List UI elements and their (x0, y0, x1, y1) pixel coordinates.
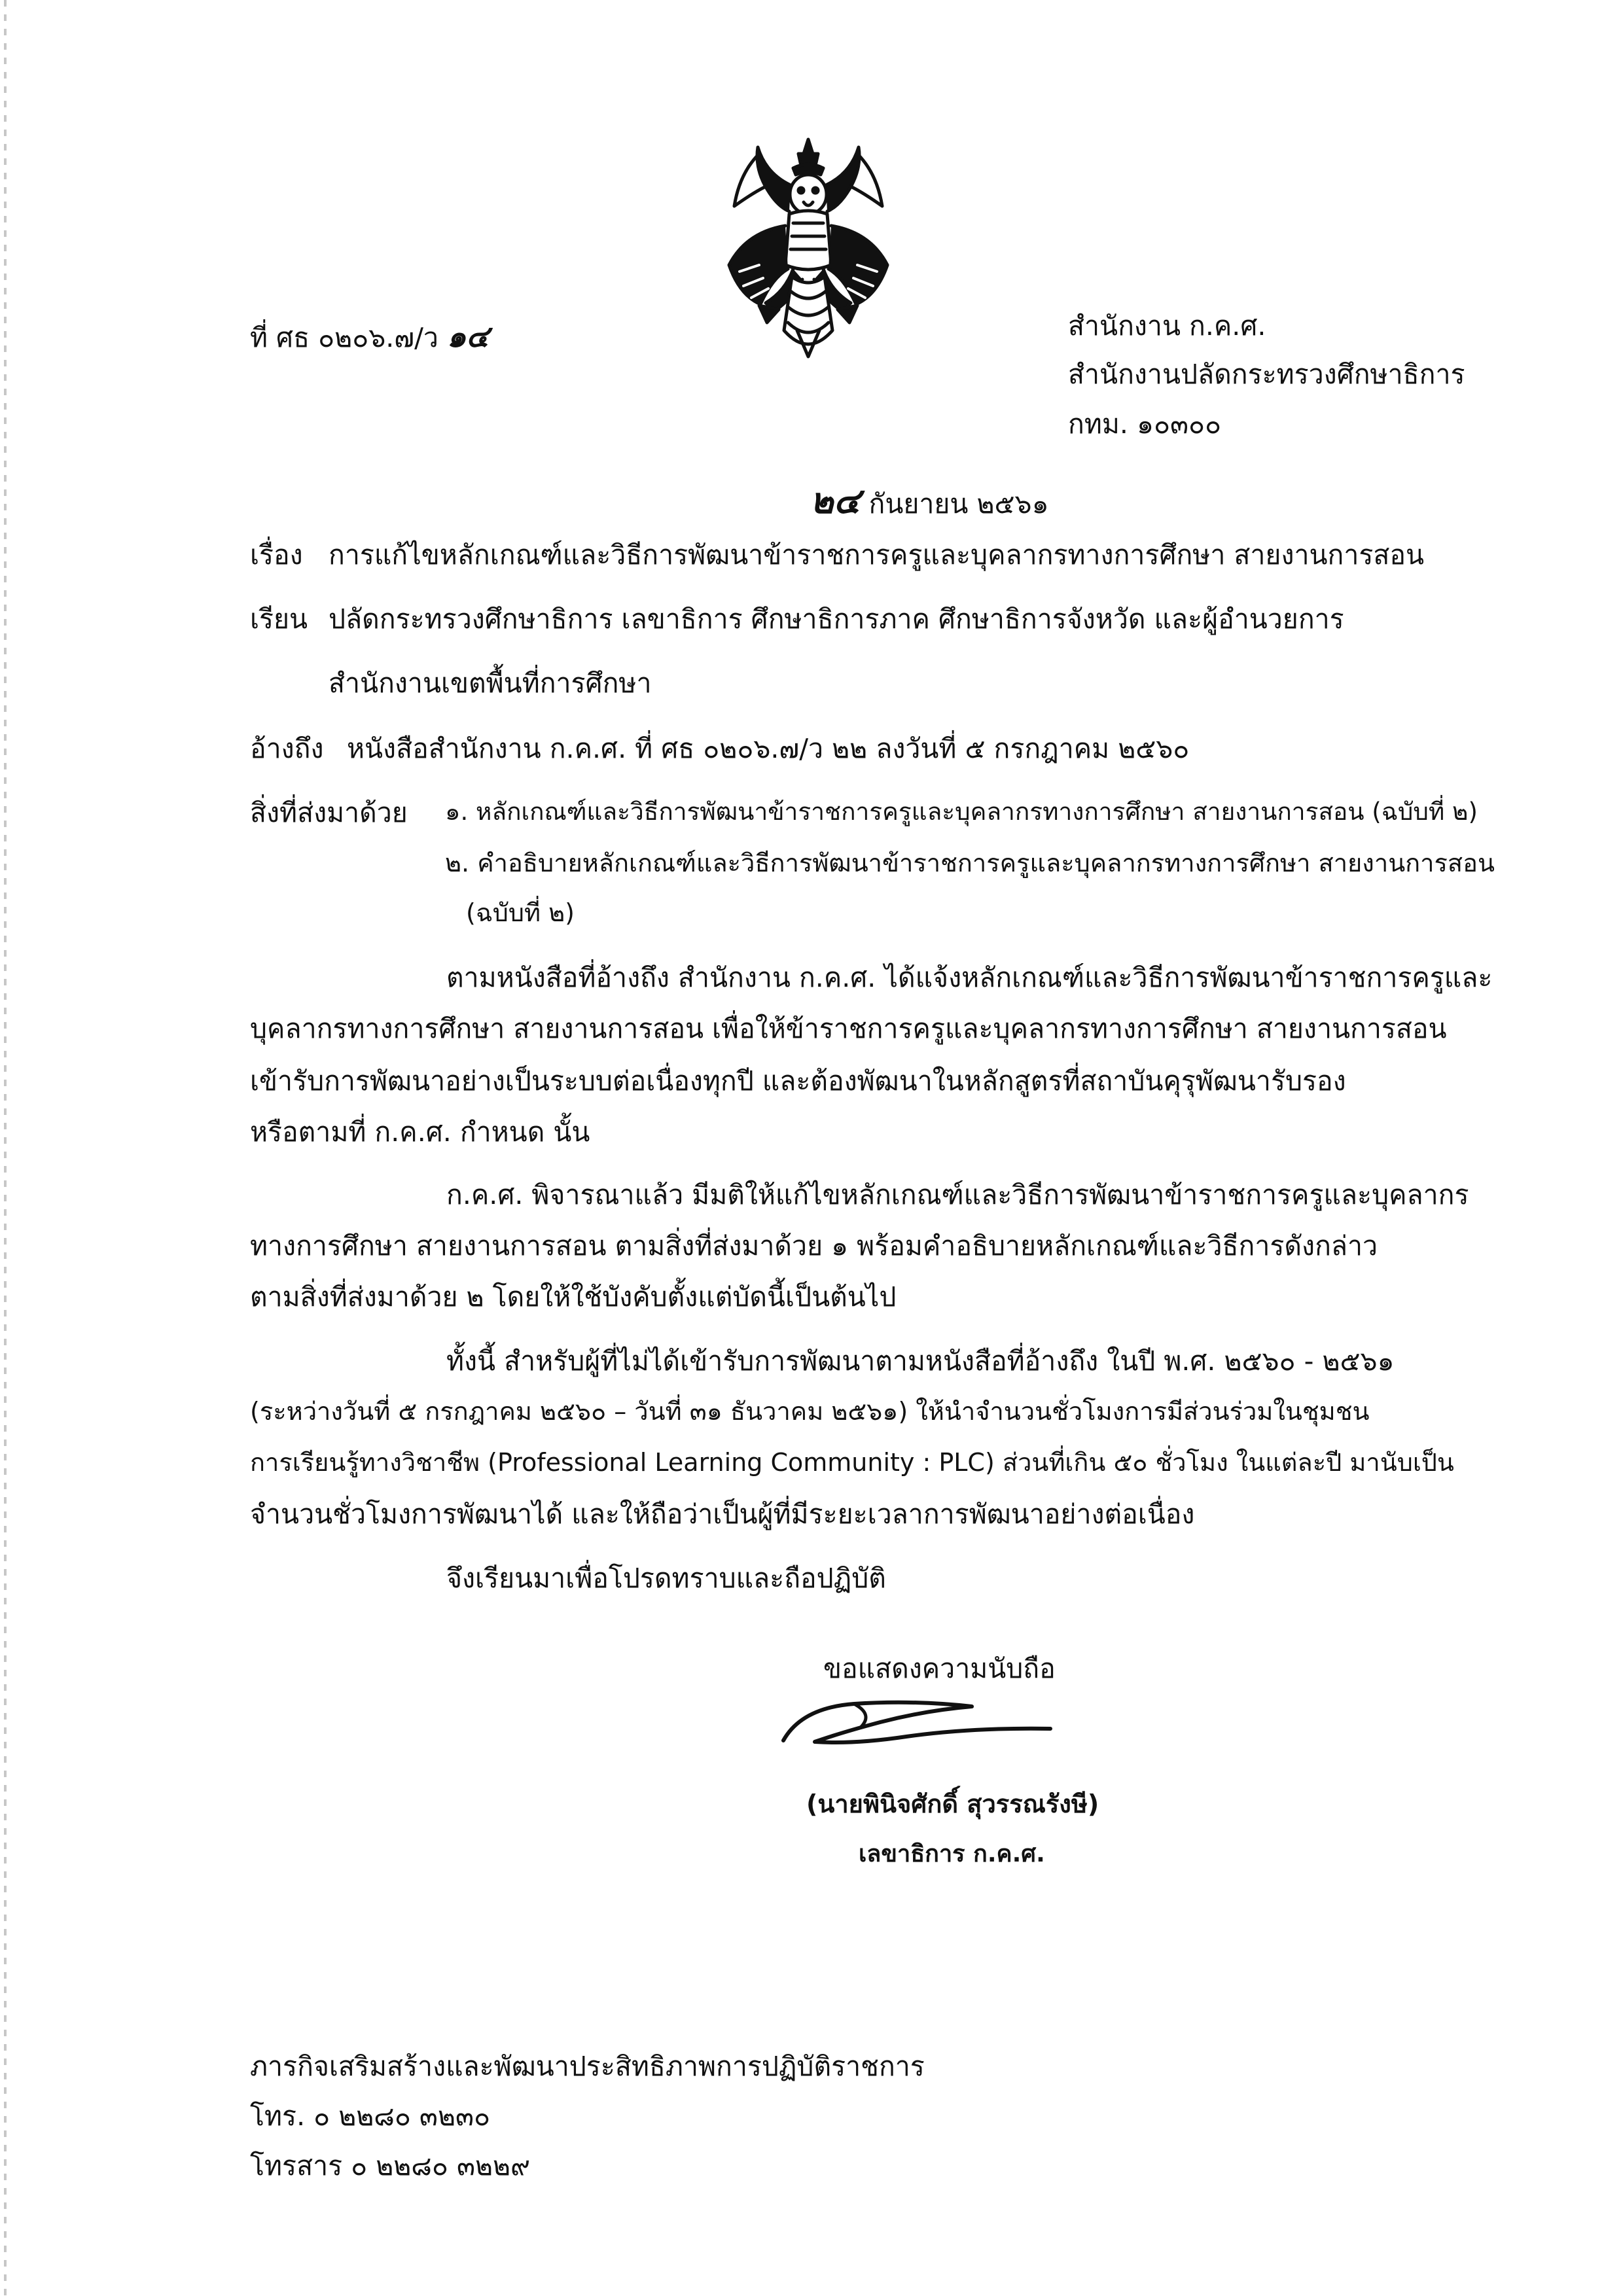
paragraph-2-line-1: ก.ค.ศ. พิจารณาแล้ว มีมติให้แก้ไขหลักเกณฑ์และวิธีการพัฒนาข้าราชการครูและบุคลากร (446, 1179, 1469, 1210)
reference-label: อ้างถึง (250, 733, 324, 764)
document-date (810, 472, 1049, 529)
handwritten-signature (776, 1682, 1057, 1780)
enclosure-item-2-line-1: ๒. คำอธิบายหลักเกณฑ์และวิธีการพัฒนาข้าราชการครูและบุคลากรทางการศึกษา สายงานการสอน (445, 849, 1495, 877)
paragraph-2-line-2: ทางการศึกษา สายงานการสอน ตามสิ่งที่ส่งมาด้วย ๑ พร้อมคำอธิบายหลักเกณฑ์และวิธีการดังกล่าว (250, 1230, 1378, 1262)
document-reference-number (250, 313, 489, 361)
footer-division: ภารกิจเสริมสร้างและพัฒนาประสิทธิภาพการปฏิบัติราชการ (250, 2051, 925, 2082)
paragraph-2-line-3: ตามสิ่งที่ส่งมาด้วย ๒ โดยให้ใช้บังคับตั้งแต่บัดนี้เป็นต้นไป (250, 1281, 897, 1313)
paragraph-3-line-3: การเรียนรู้ทางวิชาชีพ (Professional Learning Community : PLC) ส่วนที่เกิน ๕๐ ชั่วโมง ในแต่ละปี มานับเป็น (250, 1448, 1454, 1477)
paragraph-1-line-1: ตามหนังสือที่อ้างถึง สำนักงาน ก.ค.ศ. ได้แจ้งหลักเกณฑ์และวิธีการพัฒนาข้าราชการครูและ (446, 962, 1493, 993)
scan-edge-dots (4, 0, 7, 2296)
garuda-emblem (720, 134, 897, 366)
paragraph-3-line-2: (ระหว่างวันที่ ๕ กรกฎาคม ๒๕๖๐ – วันที่ ๓๑ ธันวาคม ๒๕๖๑) ให้นำจำนวนชั่วโมงการมีส่วนร่วมในชุมชน (250, 1397, 1370, 1426)
enclosures-label: สิ่งที่ส่งมาด้วย (250, 797, 408, 828)
paragraph-3-line-4: จำนวนชั่วโมงการพัฒนาได้ และให้ถือว่าเป็นผู้ที่มีระยะเวลาการพัฒนาอย่างต่อเนื่อง (250, 1498, 1195, 1530)
date-month-year: กันยายน ๒๕๖๑ (868, 488, 1049, 520)
recipient-label: เรียน (250, 603, 308, 635)
reference-text: หนังสือสำนักงาน ก.ค.ศ. ที่ ศธ ๐๒๐๖.๗/ว ๒๒ ลงวันที่ ๕ กรกฎาคม ๒๕๖๐ (347, 733, 1190, 764)
enclosure-item-2-line-2: (ฉบับที่ ๒) (466, 898, 575, 927)
closing-salutation: ขอแสดงความนับถือ (823, 1653, 1056, 1684)
office-line-2: สำนักงานปลัดกระทรวงศึกษาธิการ (1068, 359, 1465, 390)
recipient-line-2: สำนักงานเขตพื้นที่การศึกษา (329, 667, 652, 699)
enclosure-item-1: ๑. หลักเกณฑ์และวิธีการพัฒนาข้าราชการครูและบุคลากรทางการศึกษา สายงานการสอน (ฉบับที่ ๒) (445, 798, 1478, 826)
subject-label: เรื่อง (250, 539, 303, 571)
office-line-1: สำนักงาน ก.ค.ศ. (1068, 310, 1266, 342)
subject-text: การแก้ไขหลักเกณฑ์และวิธีการพัฒนาข้าราชการครูและบุคลากรทางการศึกษา สายงานการสอน (329, 539, 1425, 571)
closing-request: จึงเรียนมาเพื่อโปรดทราบและถือปฏิบัติ (446, 1563, 886, 1594)
office-line-3: กทม. ๑๐๓๐๐ (1068, 408, 1222, 440)
reference-prefix: ที่ ศธ ๐๒๐๖.๗/ว (250, 322, 438, 353)
date-day-handwritten: ๒๔ (810, 480, 861, 521)
paragraph-1-line-4: หรือตามที่ ก.ค.ศ. กำหนด นั้น (250, 1116, 590, 1148)
signer-title: เลขาธิการ ก.ค.ศ. (859, 1841, 1045, 1867)
footer-fax: โทรสาร ๐ ๒๒๘๐ ๓๒๒๙ (250, 2150, 531, 2181)
paragraph-1-line-2: บุคลากรทางการศึกษา สายงานการสอน เพื่อให้ข้าราชการครูและบุคลากรทางการศึกษา สายงานการสอน (250, 1013, 1447, 1044)
reference-handwritten-number: ๑๔ (447, 319, 490, 354)
signer-name: (นายพินิจศักดิ์ สุวรรณรังษี) (806, 1790, 1099, 1818)
recipient-line-1: ปลัดกระทรวงศึกษาธิการ เลขาธิการ ศึกษาธิการภาค ศึกษาธิการจังหวัด และผู้อำนวยการ (329, 603, 1344, 635)
footer-phone: โทร. ๐ ๒๒๘๐ ๓๒๓๐ (250, 2100, 491, 2132)
paragraph-1-line-3: เข้ารับการพัฒนาอย่างเป็นระบบต่อเนื่องทุกปี และต้องพัฒนาในหลักสูตรที่สถาบันคุรุพัฒนารับรอง (250, 1065, 1346, 1097)
paragraph-3-line-1: ทั้งนี้ สำหรับผู้ที่ไม่ได้เข้ารับการพัฒนาตามหนังสือที่อ้างถึง ในปี พ.ศ. ๒๕๖๐ - ๒๕๖๑ (446, 1345, 1395, 1377)
